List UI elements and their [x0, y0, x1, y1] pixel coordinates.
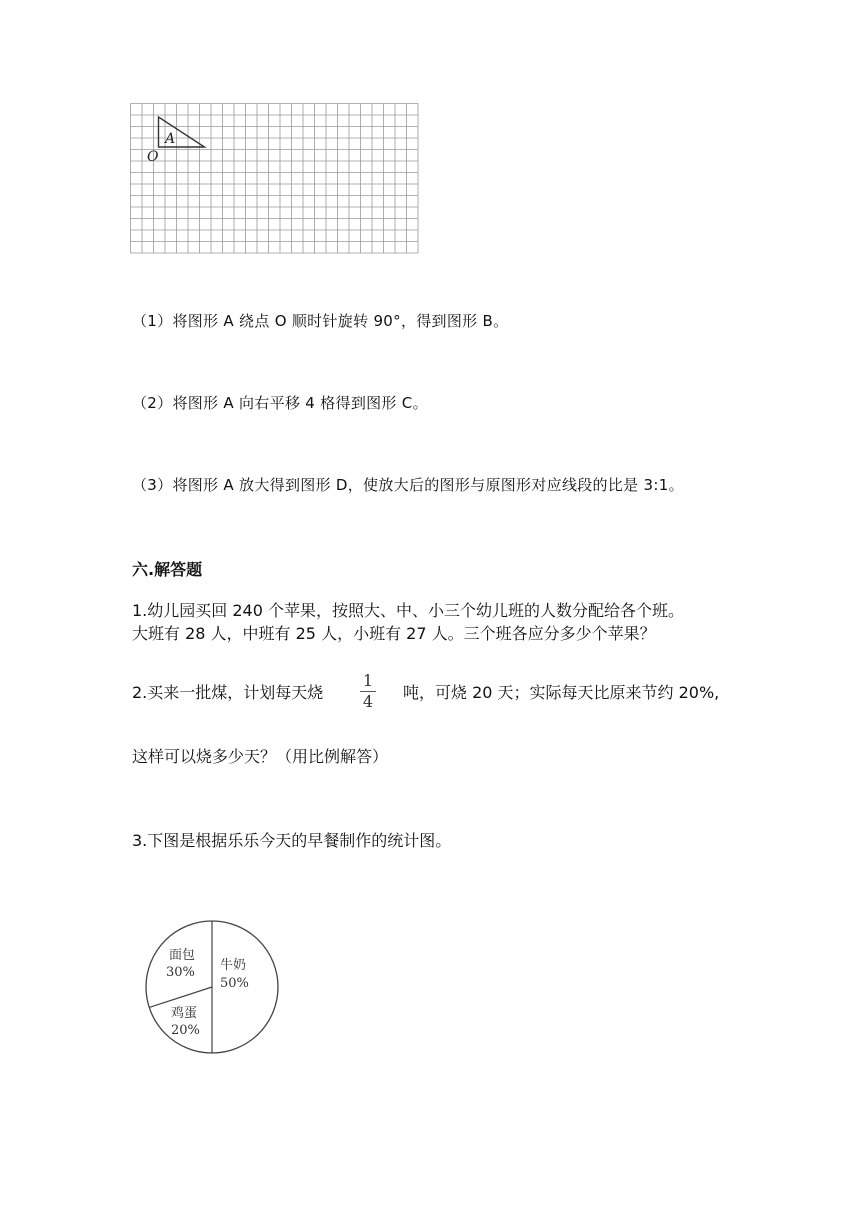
problem-3-line: 3.下图是根据乐乐今天的早餐制作的统计图。 — [132, 831, 452, 850]
breakfast-pie-chart — [140, 915, 285, 1060]
fraction-denominator: 4 — [362, 692, 374, 711]
problem-1-line-2: 大班有 28 人，中班有 25 人，小班有 27 人。三个班各应分多少个苹果？ — [132, 624, 656, 643]
point-o-label: O — [147, 149, 159, 165]
slice-label-milk-percent: 50% — [220, 976, 249, 991]
slice-label-bread-percent: 30% — [166, 965, 195, 980]
triangle-a-label: A — [165, 131, 176, 147]
slice-label-egg-name: 鸡蛋 — [171, 1006, 198, 1021]
task-enlarge: （3）将图形 A 放大得到图形 D，使放大后的图形与原图形对应线段的比是 3:1。 — [132, 476, 684, 494]
grid-figure — [120, 95, 430, 260]
grid-lines — [131, 104, 419, 254]
problem-2-text-after: 吨，可烧 20 天；实际每天比原来节约 20%, — [403, 683, 720, 702]
slice-label-milk-name: 牛奶 — [220, 958, 247, 973]
slice-label-bread-name: 面包 — [169, 948, 196, 963]
slice-label-egg-percent: 20% — [171, 1023, 200, 1038]
problem-2-line-2: 这样可以烧多少天？（用比例解答） — [132, 747, 389, 766]
task-rotate: （1）将图形 A 绕点 O 顺时针旋转 90°，得到图形 B。 — [132, 312, 509, 330]
problem-2-text-before: 2.买来一批煤，计划每天烧 — [132, 683, 324, 702]
fraction-numerator: 1 — [362, 671, 374, 690]
problem-1-line-1: 1.幼儿园买回 240 个苹果，按照大、中、小三个幼儿班的人数分配给各个班。 — [132, 601, 684, 620]
task-translate: （2）将图形 A 向右平移 4 格得到图形 C。 — [132, 394, 428, 412]
fraction-one-quarter — [358, 672, 378, 711]
section-heading: 六.解答题 — [132, 560, 203, 579]
